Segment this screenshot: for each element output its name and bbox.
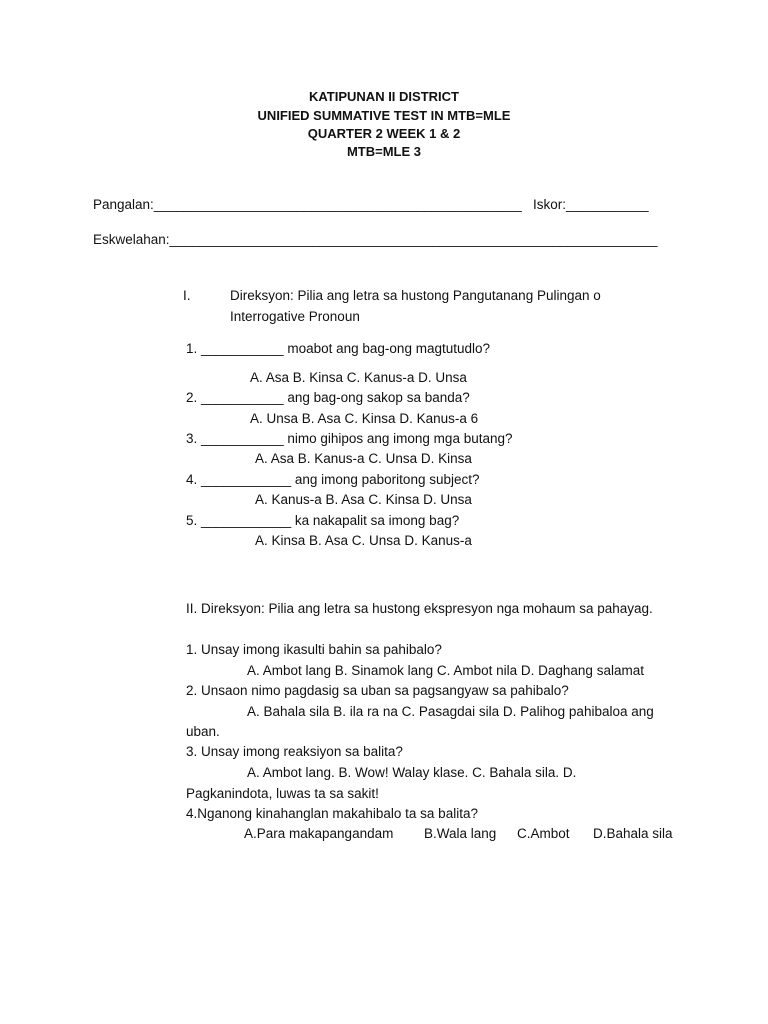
part1-question-5: 5. ____________ ka nakapalit sa imong bag? bbox=[186, 513, 460, 528]
header-test-title: UNIFIED SUMMATIVE TEST IN MTB=MLE bbox=[257, 108, 511, 123]
part2-choices-3-line2: Pagkanindota, luwas ta sa sakit! bbox=[186, 786, 379, 801]
header-district: KATIPUNAN II DISTRICT bbox=[309, 89, 459, 104]
part1-choices-5: A. Kinsa B. Asa C. Unsa D. Kanus-a bbox=[255, 533, 472, 548]
part1-numeral: I. bbox=[183, 288, 191, 303]
part2-question-2: 2. Unsaon nimo pagdasig sa uban sa pagsangyaw sa pahibalo? bbox=[186, 683, 569, 698]
header-grade: MTB=MLE 3 bbox=[346, 144, 422, 159]
part1-direction-line2: Interrogative Pronoun bbox=[230, 309, 360, 324]
part1-choices-1: A. Asa B. Kinsa C. Kanus-a D. Unsa bbox=[250, 370, 467, 385]
part2-choices-2-line2: uban. bbox=[186, 724, 220, 739]
part2-choice-4a: A.Para makapangandam bbox=[244, 826, 394, 841]
part1-choices-3: A. Asa B. Kanus-a C. Unsa D. Kinsa bbox=[255, 451, 472, 466]
part2-direction: II. Direksyon: Pilia ang letra sa hustong ekspresyon nga mohaum sa pahayag. bbox=[186, 601, 653, 616]
part1-choices-2: A. Unsa B. Asa C. Kinsa D. Kanus-a 6 bbox=[250, 411, 479, 426]
part2-choices-3-line1: A. Ambot lang. B. Wow! Walay klase. C. Bahala sila. D. bbox=[247, 765, 577, 780]
part2-choice-4c: C.Ambot bbox=[517, 826, 570, 841]
part2-choices-1: A. Ambot lang B. Sinamok lang C. Ambot nila D. Daghang salamat bbox=[247, 663, 644, 678]
part2-question-1: 1. Unsay imong ikasulti bahin sa pahibalo? bbox=[186, 642, 442, 657]
part1-question-4: 4. ____________ ang imong paboritong subject? bbox=[186, 472, 480, 487]
part1-direction-line1: Direksyon: Pilia ang letra sa hustong Pangutanang Pulingan o bbox=[230, 288, 601, 303]
score-field[interactable]: Iskor:___________ bbox=[533, 197, 649, 212]
school-field[interactable]: Eskwelahan:_________________________________________________________________ bbox=[93, 232, 658, 247]
part2-choices-2-line1: A. Bahala sila B. ila ra na C. Pasagdai sila D. Palihog pahibaloa ang bbox=[247, 704, 654, 719]
part1-choices-4: A. Kanus-a B. Asa C. Kinsa D. Unsa bbox=[255, 492, 472, 507]
part1-question-3: 3. ___________ nimo gihipos ang imong mga butang? bbox=[186, 431, 513, 446]
part2-choice-4d: D.Bahala sila bbox=[593, 826, 673, 841]
header-quarter: QUARTER 2 WEEK 1 & 2 bbox=[307, 126, 461, 141]
part1-question-2: 2. ___________ ang bag-ong sakop sa banda? bbox=[186, 390, 470, 405]
part2-question-4: 4.Nganong kinahanglan makahibalo ta sa balita? bbox=[186, 806, 478, 821]
part2-choice-4b: B.Wala lang bbox=[424, 826, 497, 841]
name-field[interactable]: Pangalan:_________________________________________________ bbox=[93, 197, 522, 212]
part1-question-1: 1. ___________ moabot ang bag-ong magtutudlo? bbox=[186, 341, 491, 356]
part2-question-3: 3. Unsay imong reaksiyon sa balita? bbox=[186, 744, 403, 759]
